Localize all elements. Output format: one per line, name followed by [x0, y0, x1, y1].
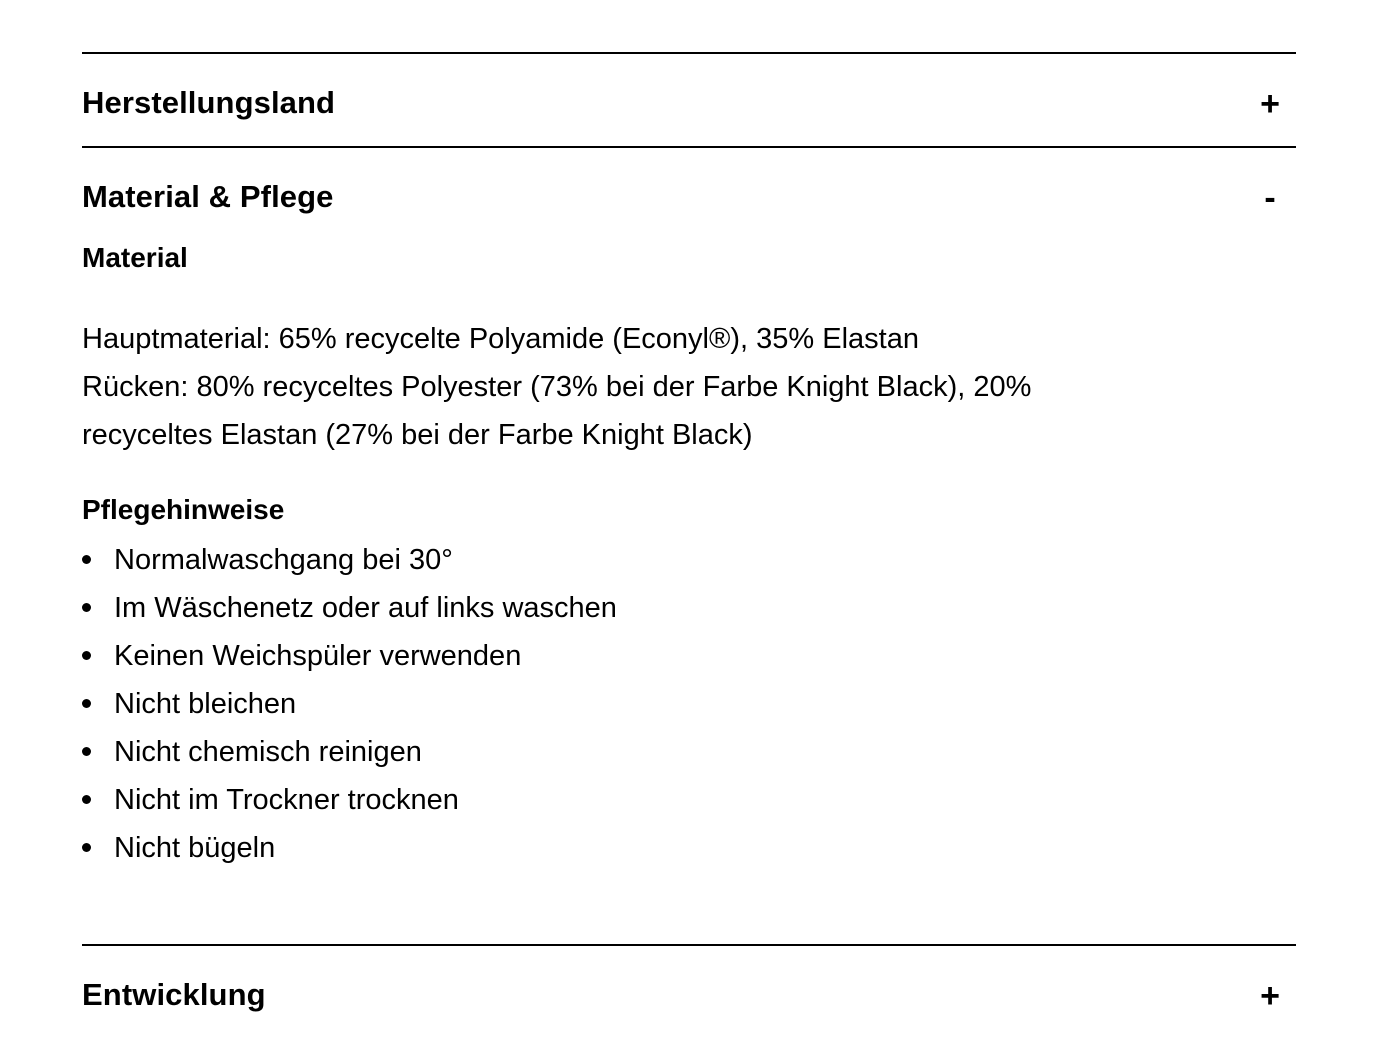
bullet-icon [82, 651, 91, 660]
material-line: Rücken: 80% recyceltes Polyester (73% bei der Farbe Knight Black), 20% [82, 371, 1032, 403]
herstellungsland-header[interactable] [82, 54, 1296, 146]
material-line: recyceltes Elastan (27% bei der Farbe Knight Black) [82, 419, 753, 451]
bullet-icon [82, 555, 91, 564]
care-item-text: Nicht bleichen [114, 688, 297, 720]
care-item-text: Nicht chemisch reinigen [114, 736, 422, 768]
entwicklung-title: Entwicklung [82, 977, 266, 1012]
product-details-accordion [82, 52, 1296, 1038]
bullet-icon [82, 747, 91, 756]
care-instructions-list [82, 536, 617, 872]
care-item-text: Keinen Weichspüler verwenden [114, 640, 522, 672]
care-list-item [82, 680, 617, 728]
material-heading: Material [82, 242, 188, 273]
care-item-text: Nicht bügeln [114, 832, 276, 864]
care-list-item [82, 584, 617, 632]
care-list-item [82, 776, 617, 824]
care-item-text: Nicht im Trockner trocknen [114, 784, 459, 816]
material-pflege-content [82, 240, 1296, 944]
care-item-text: Im Wäschenetz oder auf links waschen [114, 592, 617, 624]
care-list-item [82, 632, 617, 680]
herstellungsland-title: Herstellungsland [82, 85, 336, 120]
expand-icon[interactable]: + [1260, 977, 1280, 1015]
care-list-item [82, 536, 617, 584]
expand-icon[interactable]: + [1260, 85, 1280, 123]
entwicklung-header[interactable] [82, 946, 1296, 1038]
section-herstellungsland [82, 52, 1296, 146]
material-line: Hauptmaterial: 65% recycelte Polyamide (Econyl®), 35% Elastan [82, 323, 919, 355]
care-list-item [82, 728, 617, 776]
material-description [82, 315, 1202, 459]
section-entwicklung [82, 944, 1296, 1038]
material-pflege-header[interactable] [82, 148, 1296, 240]
bullet-icon [82, 699, 91, 708]
bullet-icon [82, 795, 91, 804]
section-material-pflege [82, 146, 1296, 944]
bullet-icon [82, 843, 91, 852]
bullet-icon [82, 603, 91, 612]
collapse-icon[interactable]: - [1264, 179, 1276, 217]
care-item-text: Normalwaschgang bei 30° [114, 544, 453, 576]
care-list-item [82, 824, 617, 872]
material-pflege-title: Material & Pflege [82, 179, 334, 214]
care-heading: Pflegehinweise [82, 494, 285, 525]
